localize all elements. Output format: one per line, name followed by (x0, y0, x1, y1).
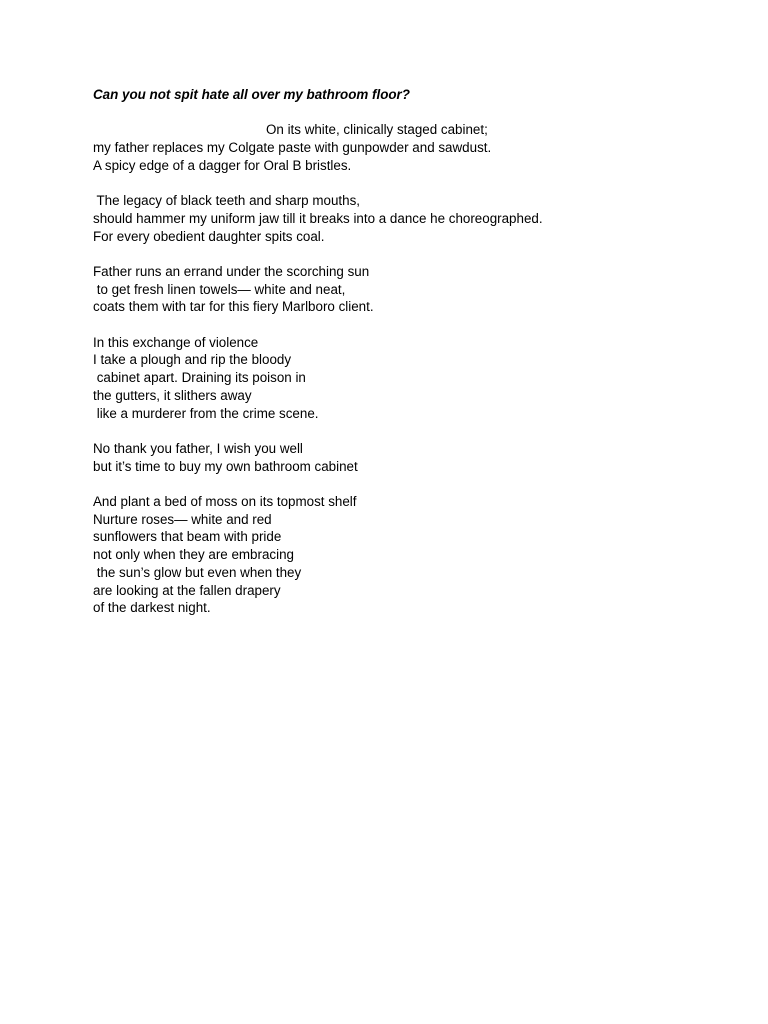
poem-line: but it’s time to buy my own bathroom cabinet (93, 458, 358, 474)
poem-line: not only when they are embracing (93, 547, 294, 563)
stanza-4 (93, 334, 733, 423)
poem-line: are looking at the fallen drapery (93, 582, 281, 598)
poem-line: And plant a bed of moss on its topmost shelf (93, 494, 357, 510)
stanza-2 (93, 192, 733, 245)
poem-line: of the darkest night. (93, 600, 211, 616)
poem-line: No thank you father, I wish you well (93, 440, 303, 456)
poem-line: like a murderer from the crime scene. (93, 405, 319, 421)
poem-line: should hammer my uniform jaw till it breaks into a dance he choreographed. (93, 210, 543, 226)
poem-line: Father runs an errand under the scorching sun (93, 263, 370, 279)
stanza-6 (93, 493, 733, 617)
poem-line: the sun’s glow but even when they (93, 564, 302, 580)
stanza-5 (93, 440, 733, 475)
stanza-3 (93, 263, 733, 316)
stanza-1 (93, 121, 733, 174)
poem-line: cabinet apart. Draining its poison in (93, 370, 306, 386)
poem-line: coats them with tar for this fiery Marlboro client. (93, 299, 374, 315)
poem-line: On its white, clinically staged cabinet; (266, 122, 488, 138)
poem-line: my father replaces my Colgate paste with gunpowder and sawdust. (93, 140, 492, 156)
poem-line: to get fresh linen towels— white and neat, (93, 281, 346, 297)
poem-line: sunflowers that beam with pride (93, 529, 282, 545)
poem-line: the gutters, it slithers away (93, 387, 252, 403)
poem-line: The legacy of black teeth and sharp mouths, (93, 193, 360, 209)
document-page (93, 86, 733, 617)
poem-line: A spicy edge of a dagger for Oral B bristles. (93, 157, 352, 173)
poem-line: I take a plough and rip the bloody (93, 352, 292, 368)
poem-title: Can you not spit hate all over my bathroom floor? (93, 87, 410, 102)
poem-line: Nurture roses— white and red (93, 511, 272, 527)
poem-line: For every obedient daughter spits coal. (93, 228, 325, 244)
poem-line: In this exchange of violence (93, 334, 259, 350)
